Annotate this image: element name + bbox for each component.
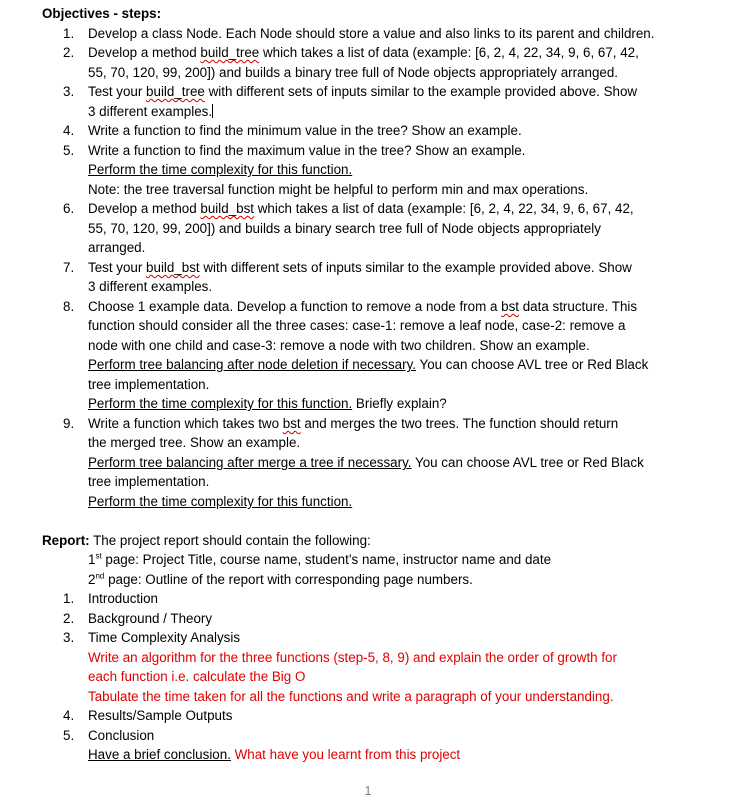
step-8-complexity: Perform the time complexity for this function. Briefly explain? <box>88 396 447 411</box>
report-page-1: 1st page: Project Title, course name, student’s name, instructor name and date <box>88 551 552 567</box>
section-3-note-3: Tabulate the time taken for all the functions and write a paragraph of your understanding. <box>88 689 614 704</box>
section-4-title: Results/Sample Outputs <box>88 708 233 723</box>
step-8-line-5: tree implementation. <box>88 377 210 392</box>
step-7-number: 7. <box>63 260 75 275</box>
objectives-heading: Objectives - steps: <box>42 6 162 21</box>
step-9-line-4: tree implementation. <box>88 474 210 489</box>
step-3-line-1: Test your build_tree with different sets of inputs similar to the example provided above. Show <box>88 84 638 99</box>
step-9-number: 9. <box>63 416 75 431</box>
step-6-number: 6. <box>63 201 75 216</box>
step-8-line-3: node with one child and case-3: remove a node with two children. Show an example. <box>88 338 590 353</box>
step-5-note: Note: the tree traversal function might be helpful to perform min and max operations. <box>88 182 589 197</box>
report-intro: Report: The project report should contain the following: <box>42 533 371 548</box>
section-5-number: 5. <box>63 728 75 743</box>
section-3-number: 3. <box>63 630 75 645</box>
step-8-line-1: Choose 1 example data. Develop a function to remove a node from a bst data structure. This <box>88 299 638 314</box>
section-3-note-2: each function i.e. calculate the Big O <box>88 669 306 684</box>
step-6-line-2: 55, 70, 120, 99, 200]) and builds a binary search tree full of Node objects appropriately <box>88 221 601 236</box>
section-5-title: Conclusion <box>88 728 155 743</box>
build-bst-term: build_bst <box>146 260 200 275</box>
section-2-number: 2. <box>63 611 75 626</box>
section-3-title: Time Complexity Analysis <box>88 630 241 645</box>
section-2-title: Background / Theory <box>88 611 213 626</box>
step-5-line-1: Write a function to find the maximum value in the tree? Show an example. <box>88 143 526 158</box>
step-3-line-2: 3 different examples. <box>88 104 213 119</box>
step-8-balancing: Perform tree balancing after node deletion if necessary. You can choose AVL tree or Red Black <box>88 357 649 372</box>
build-bst-term: build_bst <box>200 201 255 216</box>
bst-term: bst <box>501 299 519 314</box>
section-1-number: 1. <box>63 591 75 606</box>
section-1-title: Introduction <box>88 591 158 606</box>
build-tree-term: build_tree <box>200 45 260 60</box>
step-1-number: 1. <box>63 26 75 41</box>
build-tree-term: build_tree <box>146 84 205 99</box>
step-9-line-1: Write a function which takes two bst and merges the two trees. The function should return <box>88 416 619 431</box>
section-3-note-1: Write an algorithm for the three functions (step-5, 8, 9) and explain the order of growth for <box>88 650 617 665</box>
report-page-2: 2nd page: Outline of the report with corresponding page numbers. <box>88 571 473 587</box>
step-2-number: 2. <box>63 45 75 60</box>
bst-term: bst <box>282 416 301 431</box>
step-2-line-1: Develop a method build_tree which takes a list of data (example: [6, 2, 4, 22, 34, 9, 6, 67, 42, <box>88 45 639 60</box>
step-6-line-3: arranged. <box>88 240 146 255</box>
step-6-line-1: Develop a method build_bst which takes a list of data (example: [6, 2, 4, 22, 34, 9, 6, 67, 42, <box>88 201 634 216</box>
page-number: 1 <box>364 784 372 798</box>
step-9-balancing: Perform tree balancing after merge a tree if necessary. You can choose AVL tree or Red Black <box>88 455 644 470</box>
step-8-line-2: function should consider all the three cases: case-1: remove a leaf node, case-2: remove a <box>88 318 626 333</box>
step-1-text: Develop a class Node. Each Node should store a value and also links to its parent and children. <box>88 26 655 41</box>
text-cursor <box>212 104 213 118</box>
step-4-number: 4. <box>63 123 75 138</box>
step-9-line-2: the merged tree. Show an example. <box>88 435 301 450</box>
step-3-number: 3. <box>63 84 75 99</box>
conclusion-note: Have a brief conclusion. What have you learnt from this project <box>88 747 461 762</box>
step-2-line-2: 55, 70, 120, 99, 200]) and builds a binary tree full of Node objects appropriately arranged. <box>88 65 619 80</box>
section-4-number: 4. <box>63 708 75 723</box>
step-8-number: 8. <box>63 299 75 314</box>
step-5-complexity: Perform the time complexity for this function. <box>88 162 353 177</box>
step-7-line-1: Test your build_bst with different sets of inputs similar to the example provided above. Show <box>88 260 632 275</box>
step-9-complexity: Perform the time complexity for this function. <box>88 494 353 509</box>
step-4-text: Write a function to find the minimum value in the tree? Show an example. <box>88 123 522 138</box>
step-5-number: 5. <box>63 143 75 158</box>
report-label: Report: <box>42 533 90 548</box>
step-7-line-2: 3 different examples. <box>88 279 213 294</box>
